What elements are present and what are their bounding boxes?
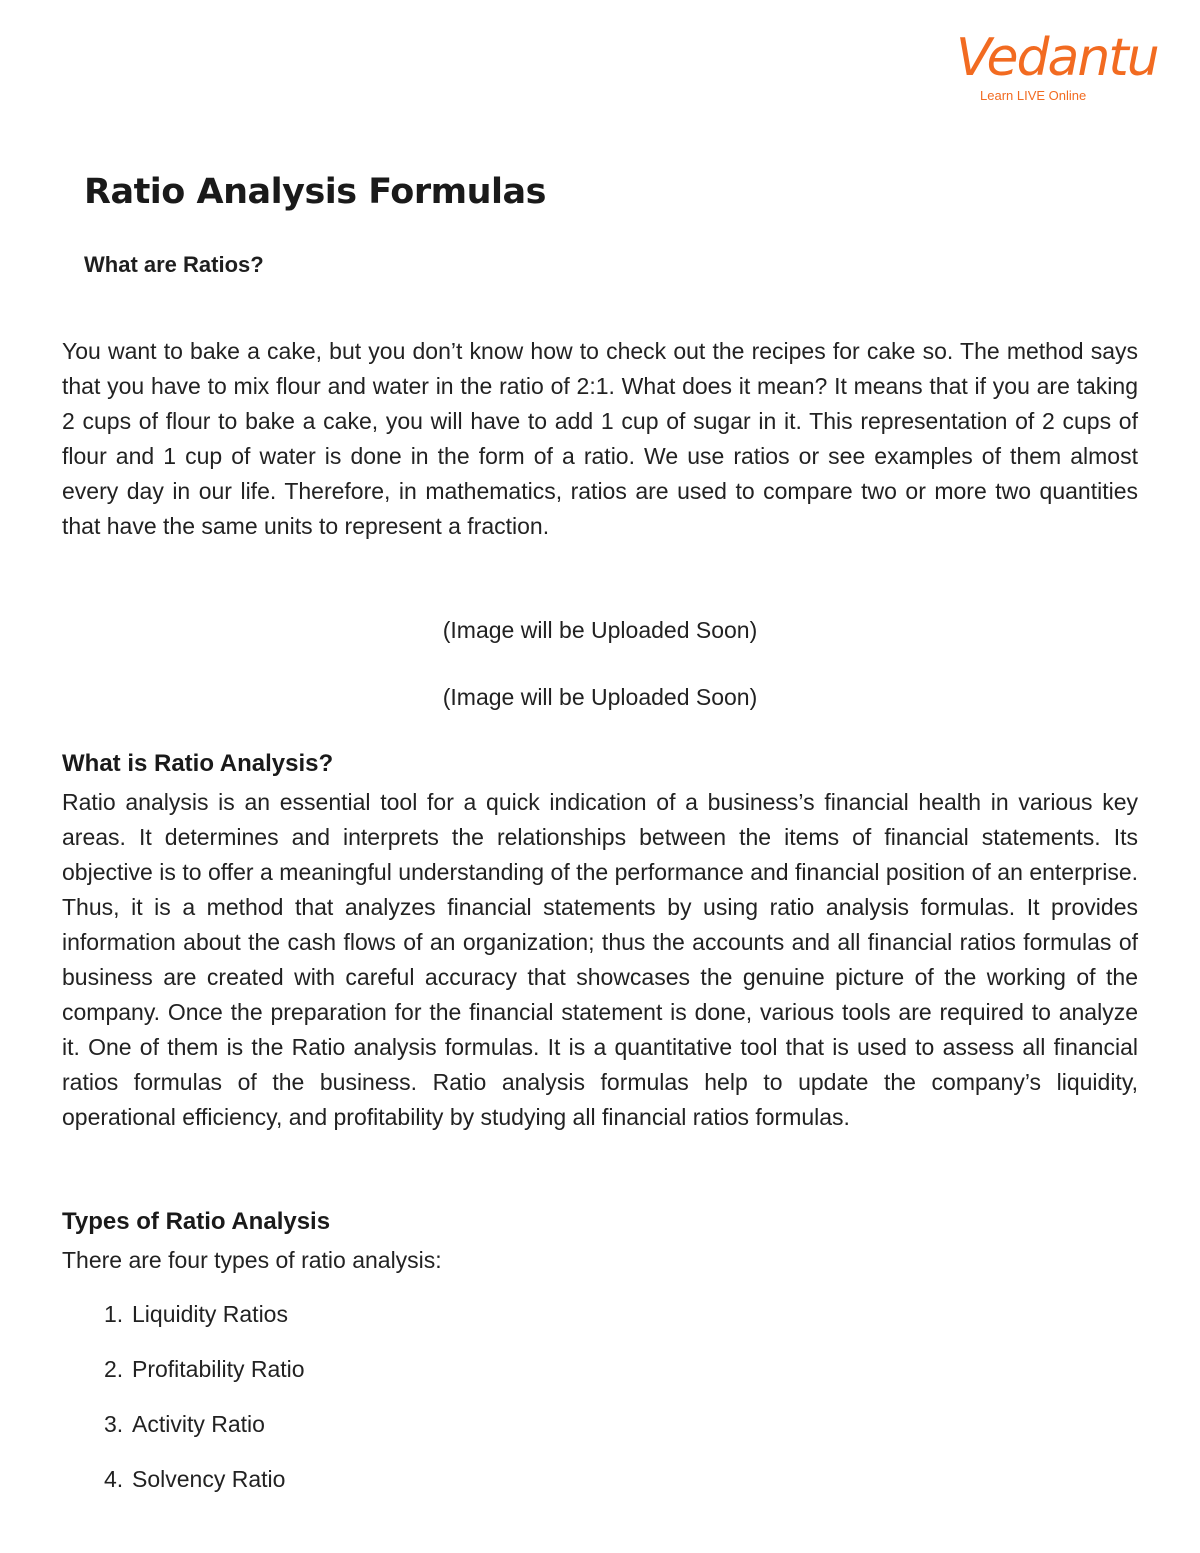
- types-intro: There are four types of ratio analysis:: [62, 1247, 442, 1273]
- ratio-analysis-paragraph: Ratio analysis is an essential tool for a quick indication of a business’s financial health in various key areas. It determines and interprets the relationships between the items of financial statements. Its objective is to offer a meaningful understanding of the performance and financial position of an enterprise. Thus, it is a method that analyzes financial statements by using ratio analysis formulas. It provides information about the cash flows of an organization; thus the accounts and all financial ratios formulas of business are created with careful accuracy that showcases the genuine picture of the working of the company. Once the preparation for the financial statement is done, various tools are required to analyze it. One of them is the Ratio analysis formulas. It is a quantitative tool that is used to assess all financial ratios formulas of the business. Ratio analysis formulas help to update the company’s liquidity, operational efficiency, and profitability by studying all financial ratios formulas.: [62, 789, 1138, 1130]
- list-label: Solvency Ratio: [132, 1466, 286, 1492]
- image-placeholder-1: (Image will be Uploaded Soon): [442, 617, 758, 643]
- list-number: 1.: [104, 1301, 124, 1327]
- section-heading-ratio-analysis: What is Ratio Analysis?: [62, 750, 334, 777]
- list-label: Profitability Ratio: [132, 1356, 305, 1382]
- list-label: Activity Ratio: [132, 1411, 265, 1437]
- list-item: [104, 1407, 305, 1462]
- list-item: [104, 1462, 305, 1517]
- page-title: Ratio Analysis Formulas: [84, 172, 546, 212]
- list-number: 4.: [104, 1466, 124, 1492]
- logo-tagline: Learn LIVE Online: [980, 88, 1087, 103]
- list-item: [104, 1352, 305, 1407]
- logo-wordmark: Vedantu: [956, 28, 1158, 88]
- types-list: [104, 1297, 305, 1517]
- vedantu-logo: [956, 28, 1158, 108]
- section-heading-what-are-ratios: What are Ratios?: [84, 252, 264, 277]
- list-number: 3.: [104, 1411, 124, 1437]
- section-heading-types: Types of Ratio Analysis: [62, 1208, 331, 1235]
- image-placeholder-2: (Image will be Uploaded Soon): [442, 684, 758, 710]
- list-item: [104, 1297, 305, 1352]
- list-number: 2.: [104, 1356, 124, 1382]
- list-label: Liquidity Ratios: [132, 1301, 288, 1327]
- ratios-paragraph: You want to bake a cake, but you don’t know how to check out the recipes for cake so. The method says that you have to mix flour and water in the ratio of 2:1. What does it mean? It means that if you are taking 2 cups of flour to bake a cake, you will have to add 1 cup of sugar in it. This representation of 2 cups of flour and 1 cup of water is done in the form of a ratio. We use ratios or see examples of them almost every day in our life. Therefore, in mathematics, ratios are used to compare two or more two quantities that have the same units to represent a fraction.: [62, 338, 1138, 539]
